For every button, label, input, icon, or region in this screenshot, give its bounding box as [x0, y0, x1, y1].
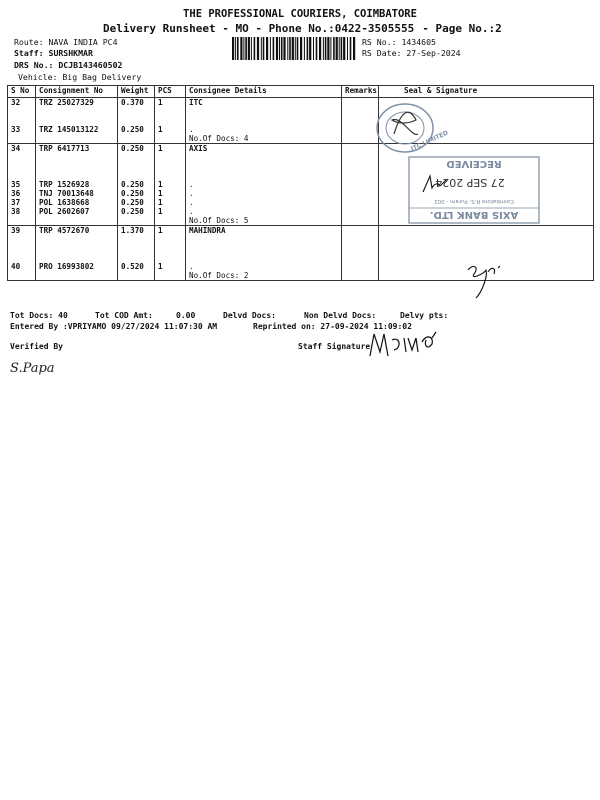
cell-remarks [342, 216, 379, 226]
cell-sno: 33 [8, 125, 36, 134]
col-weight: Weight [118, 86, 155, 98]
cell-consignment [36, 134, 118, 144]
cell-consignee [186, 162, 342, 171]
barcode-bar [254, 37, 256, 60]
cell-remarks [342, 198, 379, 207]
cell-pcs [155, 253, 186, 262]
table-row [8, 235, 594, 244]
page-number: - Page No.:2 [422, 22, 502, 35]
cell-weight [118, 235, 155, 244]
barcode-bar [232, 37, 234, 60]
barcode-bar [341, 37, 343, 60]
barcode-bar [325, 37, 327, 60]
cell-pcs [155, 244, 186, 253]
entered-value: VPRIYAMO 09/27/2024 11:07:30 AM [67, 322, 218, 331]
cell-weight [118, 153, 155, 162]
cell-pcs: 1 [155, 207, 186, 216]
staff-value: SURSHKMAR [48, 48, 93, 58]
col-seal: Seal & Signature [379, 86, 594, 98]
table-row [8, 98, 594, 108]
tot-cod-label: Tot COD Amt: [95, 311, 153, 320]
cell-consignment: TRP 6417713 [36, 144, 118, 154]
cell-weight [118, 271, 155, 281]
non-delvd-docs: Non Delvd Docs: [304, 311, 377, 320]
cell-consignment [36, 162, 118, 171]
rs-no-line [362, 37, 436, 47]
cell-weight: 0.250 [118, 189, 155, 198]
cell-sno: 36 [8, 189, 36, 198]
cell-sno [8, 171, 36, 180]
barcode-bar [287, 37, 288, 60]
cell-consignee [186, 235, 342, 244]
cell-consignee [186, 116, 342, 125]
cell-sno [8, 153, 36, 162]
cell-consignee: No.Of Docs: 2 [186, 271, 342, 281]
barcode-bar [273, 37, 275, 60]
barcode-bar [237, 37, 239, 60]
reprinted-on: Reprinted on: 27-09-2024 11:09:02 [253, 322, 412, 331]
cell-pcs: 1 [155, 125, 186, 134]
cell-sno: 39 [8, 226, 36, 236]
barcode-bar [304, 37, 305, 60]
route-value: NAVA INDIA PC4 [48, 37, 118, 47]
cell-consignment: TRZ 25027329 [36, 98, 118, 108]
cell-remarks [342, 162, 379, 171]
cell-weight: 0.250 [118, 198, 155, 207]
cell-consignee: . [186, 207, 342, 216]
cell-consignee: . [186, 180, 342, 189]
cell-consignment [36, 107, 118, 116]
cell-consignee [186, 153, 342, 162]
cell-pcs: 1 [155, 226, 186, 236]
bank-branch-text: Coimbatore R.S. Puram - 002 [434, 198, 514, 204]
cell-remarks [342, 271, 379, 281]
staff-label: Staff: [14, 48, 44, 58]
cell-sno [8, 216, 36, 226]
axis-signature [420, 170, 450, 200]
cell-sno [8, 162, 36, 171]
cell-consignment [36, 153, 118, 162]
barcode-bar [339, 37, 340, 60]
bank-name-text: AXIS BANK LTD. [429, 209, 519, 220]
delvy-pts: Delvy pts: [400, 311, 449, 320]
drs-label: DRS No.: [14, 60, 54, 70]
cell-sno: 32 [8, 98, 36, 108]
barcode-bar [327, 37, 329, 60]
barcode-bar [292, 37, 294, 60]
cell-weight [118, 116, 155, 125]
cell-sno: 35 [8, 180, 36, 189]
cell-consignee: AXIS [186, 144, 342, 154]
cell-pcs [155, 235, 186, 244]
cell-seal [379, 244, 594, 253]
barcode-bar [353, 37, 355, 60]
table-row [8, 134, 594, 144]
table-row [8, 125, 594, 134]
staff-line [14, 48, 93, 58]
barcode-bar [257, 37, 259, 60]
cell-pcs [155, 134, 186, 144]
barcode-bar [243, 37, 244, 60]
barcode-bar [319, 37, 321, 60]
rs-date-label: RS Date: [362, 48, 402, 58]
cell-remarks [342, 244, 379, 253]
barcode-bar [309, 37, 311, 60]
barcode-bar [263, 37, 265, 60]
cell-consignment: POL 1638668 [36, 198, 118, 207]
barcode-bar [297, 37, 299, 60]
cell-consignment: TRP 4572670 [36, 226, 118, 236]
barcode-bar [307, 37, 309, 60]
barcode-bar [316, 37, 318, 60]
barcode-bar [279, 37, 280, 60]
verified-by-label: Verified By [10, 342, 63, 351]
vehicle-label: Vehicle: [18, 72, 58, 82]
cell-consignment [36, 116, 118, 125]
cell-sno [8, 134, 36, 144]
barcode-bar [347, 37, 348, 60]
table-row [8, 116, 594, 125]
cell-sno [8, 244, 36, 253]
col-sno: S No [8, 86, 36, 98]
drs-line [14, 60, 122, 70]
cell-consignee: No.Of Docs: 4 [186, 134, 342, 144]
cell-weight: 0.250 [118, 144, 155, 154]
col-consignment: Consignment No [36, 86, 118, 98]
cell-pcs [155, 107, 186, 116]
cell-consignment [36, 253, 118, 262]
cell-pcs: 1 [155, 198, 186, 207]
cell-consignment [36, 271, 118, 281]
title-prefix: Delivery Runsheet - MO - Phone No.:0422-3505555 [103, 22, 415, 35]
cell-pcs [155, 162, 186, 171]
barcode-bar [336, 37, 338, 60]
cell-pcs [155, 116, 186, 125]
cell-weight: 0.250 [118, 180, 155, 189]
cell-consignment [36, 235, 118, 244]
cell-remarks [342, 262, 379, 271]
barcode-bar [235, 37, 236, 60]
stamp-date-text: 27 SEP 2024 [435, 176, 505, 189]
cell-remarks [342, 235, 379, 244]
tot-cod-value: 0.00 [176, 311, 196, 320]
cell-weight [118, 171, 155, 180]
runsheet-title [103, 22, 502, 35]
cell-pcs: 1 [155, 189, 186, 198]
verifier-handwriting [8, 356, 78, 378]
barcode-bar [343, 37, 345, 60]
barcode-bar [289, 37, 291, 60]
cell-weight [118, 244, 155, 253]
cell-remarks [342, 180, 379, 189]
cell-remarks [342, 207, 379, 216]
table-header-row [8, 86, 594, 98]
round-stamp-text: ITC LIMITED [409, 129, 450, 153]
cell-consignee: ITC [186, 98, 342, 108]
col-consignee: Consignee Details [186, 86, 342, 98]
cell-pcs: 1 [155, 180, 186, 189]
barcode-bar [313, 37, 314, 60]
cell-seal [379, 253, 594, 262]
barcode-bar [251, 37, 252, 60]
tot-docs: Tot Docs: 40 [10, 311, 68, 320]
cell-weight: 0.520 [118, 262, 155, 271]
cell-sno: 34 [8, 144, 36, 154]
barcode-bar [300, 37, 302, 60]
cell-consignee [186, 171, 342, 180]
table-row [8, 107, 594, 116]
cell-consignee [186, 253, 342, 262]
cell-consignee [186, 107, 342, 116]
delvd-docs: Delvd Docs: [223, 311, 276, 320]
cell-consignment [36, 216, 118, 226]
cell-sno [8, 253, 36, 262]
entered-label: Entered By : [10, 322, 68, 331]
route-line [14, 37, 118, 47]
company-name: THE PROFESSIONAL COURIERS, COIMBATORE [183, 8, 417, 20]
cell-sno: 40 [8, 262, 36, 271]
cell-consignment [36, 171, 118, 180]
barcode-bar [323, 37, 324, 60]
barcode-bar [240, 37, 242, 60]
col-pcs: PCS [155, 86, 186, 98]
entered-by [10, 322, 217, 331]
cell-weight: 1.370 [118, 226, 155, 236]
cell-sno [8, 116, 36, 125]
drs-value: DCJB143460502 [58, 60, 123, 70]
staff-signature-mark [366, 328, 442, 362]
cell-consignment: POL 2602607 [36, 207, 118, 216]
cell-sno: 38 [8, 207, 36, 216]
cell-pcs [155, 171, 186, 180]
drs-barcode [232, 37, 356, 60]
cell-consignment: PRO 16993802 [36, 262, 118, 271]
cell-pcs: 1 [155, 262, 186, 271]
barcode-bar [261, 37, 262, 60]
staff-signature-label: Staff Signature [298, 342, 371, 351]
route-label: Route: [14, 37, 44, 47]
cell-sno [8, 271, 36, 281]
cell-remarks [342, 253, 379, 262]
cell-remarks [342, 171, 379, 180]
cell-seal [379, 235, 594, 244]
col-remarks: Remarks [342, 86, 379, 98]
vehicle-value: Big Bag Delivery [62, 72, 142, 82]
cell-remarks [342, 189, 379, 198]
cell-weight [118, 253, 155, 262]
cell-sno [8, 107, 36, 116]
cell-consignment [36, 244, 118, 253]
rs-no-value: 1434605 [401, 37, 436, 47]
barcode-bar [333, 37, 335, 60]
barcode-bar [350, 37, 352, 60]
table-row [8, 144, 594, 154]
rs-no-label: RS No.: [362, 37, 397, 47]
table-row [8, 244, 594, 253]
cell-consignment: TRP 1526928 [36, 180, 118, 189]
verifier-name: S.Papa [10, 361, 55, 376]
vehicle-line [18, 72, 141, 82]
cell-consignee: No.Of Docs: 5 [186, 216, 342, 226]
cell-remarks [342, 226, 379, 236]
cell-consignment: TRZ 145013122 [36, 125, 118, 134]
barcode-bar [248, 37, 250, 60]
cell-weight: 0.250 [118, 207, 155, 216]
barcode-bar [245, 37, 247, 60]
cell-sno: 37 [8, 198, 36, 207]
cell-consignee [186, 244, 342, 253]
cell-consignee: . [186, 125, 342, 134]
cell-weight: 0.370 [118, 98, 155, 108]
cell-pcs [155, 271, 186, 281]
barcode-bar [295, 37, 296, 60]
table-row [8, 253, 594, 262]
cell-pcs: 1 [155, 98, 186, 108]
cell-consignee: . [186, 198, 342, 207]
barcode-bar [330, 37, 331, 60]
mahindra-signature [462, 262, 512, 302]
cell-consignee: . [186, 189, 342, 198]
cell-consignment: TNJ 70013648 [36, 189, 118, 198]
barcode-bar [270, 37, 271, 60]
barcode-bar [281, 37, 283, 60]
cell-weight [118, 134, 155, 144]
barcode-bar [276, 37, 278, 60]
rs-date-line [362, 48, 461, 58]
barcode-bar [266, 37, 268, 60]
cell-weight [118, 162, 155, 171]
cell-pcs [155, 216, 186, 226]
cell-weight [118, 107, 155, 116]
cell-weight: 0.250 [118, 125, 155, 134]
cell-weight [118, 216, 155, 226]
cell-pcs: 1 [155, 144, 186, 154]
rs-date-value: 27-Sep-2024 [406, 48, 461, 58]
received-text: RECEIVED [446, 158, 502, 169]
cell-pcs [155, 153, 186, 162]
itc-round-stamp [372, 98, 450, 158]
cell-consignee: . [186, 262, 342, 271]
barcode-bar [283, 37, 285, 60]
cell-sno [8, 235, 36, 244]
cell-consignee: MAHINDRA [186, 226, 342, 236]
